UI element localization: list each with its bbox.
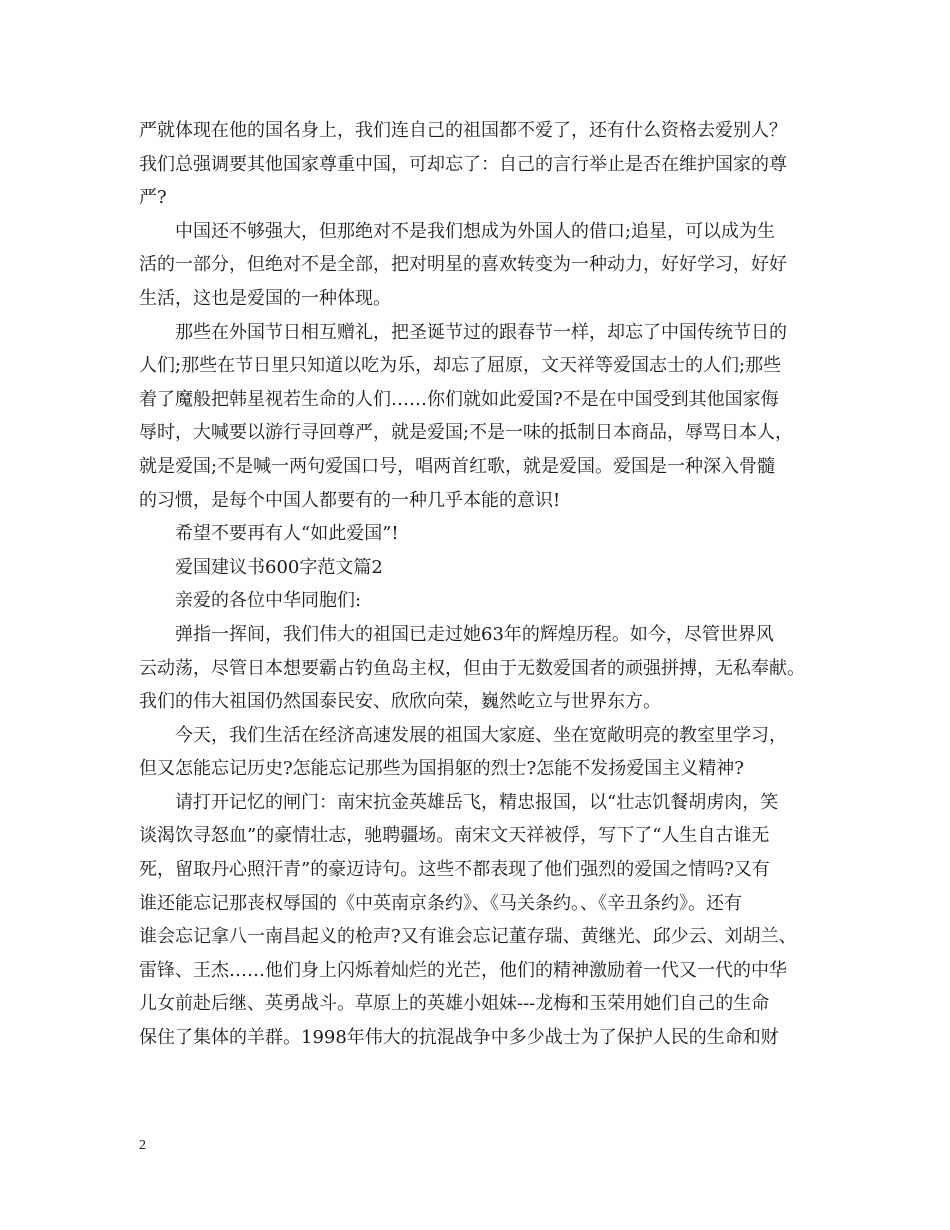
text-line: 中国还不够强大，但那绝对不是我们想成为外国人的借口;追星，可以成为生 <box>175 220 776 242</box>
text-line: 死，留取丹心照汗青”的豪迈诗句。这些不都表现了他们强烈的爱国之情吗?又有 <box>139 859 770 881</box>
text-line: 儿女前赴后继、英勇战斗。草原上的英雄小姐妹---龙梅和玉荣用她们自己的生命 <box>139 993 770 1015</box>
body-text <box>139 114 829 1055</box>
text-line: 生活，这也是爱国的一种体现。 <box>139 287 391 309</box>
text-line: 保住了集体的羊群。1998年伟大的抗混战争中多少战士为了保护人民的生命和财 <box>139 1027 779 1049</box>
text-line: 今天，我们生活在经济高速发展的祖国大家庭、坐在宽敞明亮的教室里学习， <box>175 724 787 746</box>
text-line: 严就体现在他的国名身上，我们连自己的祖国都不爱了，还有什么资格去爱别人？ <box>139 120 787 141</box>
text-line: 着了魔般把韩星视若生命的人们……你们就如此爱国?不是在中国受到其他国家侮 <box>139 388 779 410</box>
text-line: 严? <box>139 187 167 209</box>
text-line: 谁还能忘记那丧权辱国的《中英南京条约》、《马关条约。、《辛丑条约》。还有 <box>139 892 742 914</box>
text-line: 请打开记忆的闸门：南宋抗金英雄岳飞，精忠报国，以“壮志饥餐胡虏肉，笑 <box>175 791 779 813</box>
text-line: 人们;那些在节日里只知道以吃为乐，却忘了屈原，文天祥等爱国志士的人们;那些 <box>139 355 782 377</box>
text-line: 爱国建议书600字范文篇2 <box>175 556 383 578</box>
page-number: 2 <box>139 1138 146 1153</box>
text-line: 辱时，大喊要以游行寻回尊严，就是爱国;不是一味的抵制日本商品，辱骂日本人， <box>139 422 794 444</box>
text-line: 亲爱的各位中华同胞们: <box>175 590 362 612</box>
text-line: 我们总强调要其他国家尊重中国，可却忘了：自己的言行举止是否在维护国家的尊 <box>139 153 787 175</box>
text-line: 我们的伟大祖国仍然国泰民安、欣欣向荣，巍然屹立与世界东方。 <box>139 691 661 713</box>
text-line: 活的一部分，但绝对不是全部，把对明星的喜欢转变为一种动力，好好学习，好好 <box>139 254 787 276</box>
text-line: 的习惯，是每个中国人都要有的一种几乎本能的意识! <box>139 489 561 511</box>
text-line: 那些在外国节日相互赠礼，把圣诞节过的跟春节一样，却忘了中国传统节日的 <box>175 321 787 343</box>
text-line: 雷锋、王杰……他们身上闪烁着灿烂的光芒，他们的精神激励着一代又一代的中华 <box>139 959 787 981</box>
text-line: 谁会忘记拿八一南昌起义的枪声?又有谁会忘记董存瑞、黄继光、邱少云、刘胡兰、 <box>139 926 797 948</box>
text-line: 云动荡，尽管日本想要霸占钓鱼岛主权，但由于无数爱国者的顽强拼搏，无私奉献。 <box>139 657 805 679</box>
text-line: 但又怎能忘记历史?怎能忘记那些为国捐躯的烈士?怎能不发扬爱国主义精神? <box>139 758 744 780</box>
text-line: 谈渴饮寻怒血”的豪情壮志，驰聘疆场。南宋文天祥被俘，写下了“人生自古谁无 <box>139 825 770 847</box>
text-line: 希望不要再有人“如此爱国”! <box>175 523 399 545</box>
text-line: 就是爱国;不是喊一两句爱国口号，唱两首红歌，就是爱国。爱国是一种深入骨髓 <box>139 455 776 477</box>
text-line: 弹指一挥间，我们伟大的祖国已走过她63年的辉煌历程。如今，尽管世界风 <box>175 623 774 645</box>
